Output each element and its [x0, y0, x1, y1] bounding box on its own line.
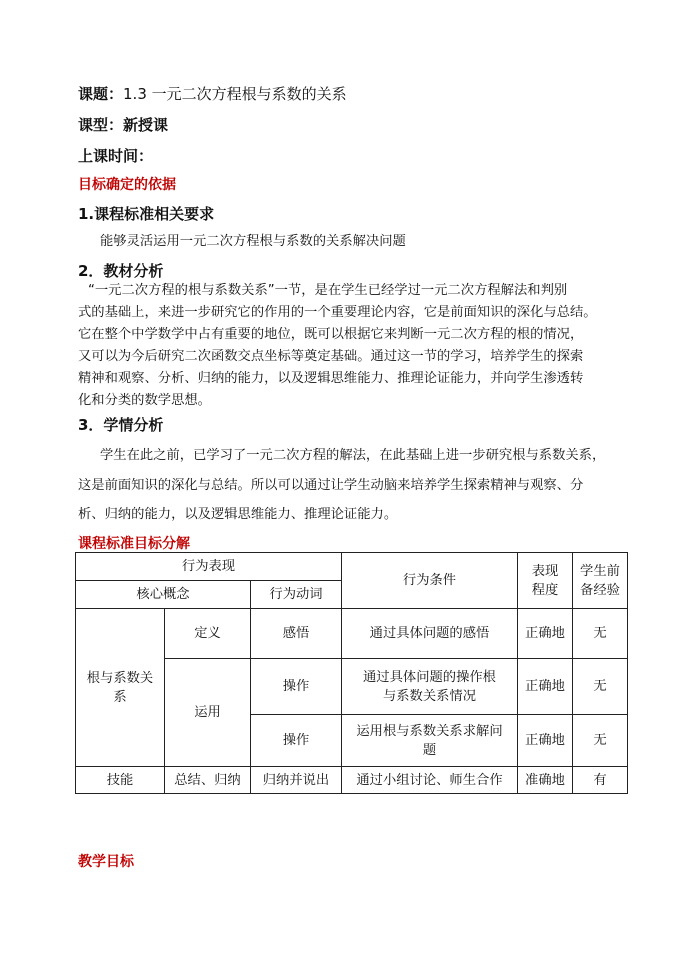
section2-line: 化和分类的数学思想。 [78, 393, 211, 408]
objectives-table [75, 552, 628, 794]
section1-text: 能够灵活运用一元二次方程根与系数的关系解决问题 [100, 234, 406, 249]
cell-apply: 运用 [165, 659, 251, 767]
condition-line2: 题 [422, 742, 437, 758]
cell-skill: 技能 [76, 767, 165, 794]
section3-title: 3．学情分析 [78, 416, 164, 434]
condition-line1: 通过具体问题的操作根 [363, 669, 496, 685]
topic-line [78, 83, 347, 104]
core-relation-line1: 根与系数关 [86, 670, 154, 686]
section3-line: 这是前面知识的深化与总结。所以可以通过让学生动脑来培养学生探索精神与观察、分 [78, 478, 584, 493]
breakdown-heading: 课程标准目标分解 [78, 536, 190, 552]
cell-level: 正确地 [518, 715, 573, 767]
header-verb: 行为动词 [251, 581, 342, 609]
section2-line: “一元二次方程的根与系数关系”一节，是在学生已经学过一元二次方程解法和判别 [88, 283, 568, 298]
cell-verb: 操作 [251, 659, 342, 715]
section3-line: 学生在此之前，已学习了一元二次方程的解法，在此基础上进一步研究根与系数关系， [100, 448, 606, 463]
table-row [76, 609, 628, 659]
header-prior [573, 553, 628, 609]
type-value: 新授课 [123, 116, 169, 134]
section2-line: 精神和观察、分析、归纳的能力，以及逻辑思维能力、推理论证能力，并向学生渗透转 [78, 371, 584, 386]
type-line [78, 114, 168, 135]
cell-verb: 归纳并说出 [251, 767, 342, 794]
header-behavior: 行为表现 [76, 553, 342, 581]
section2-title: 2．教材分析 [78, 262, 164, 280]
header-level [518, 553, 573, 609]
condition-line2: 与系数关系情况 [382, 688, 477, 704]
section1-title: 1.课程标准相关要求 [78, 205, 215, 223]
cell-prior: 无 [573, 715, 628, 767]
cell-prior: 无 [573, 609, 628, 659]
topic-label: 课题： [78, 85, 124, 103]
table-header-row [76, 553, 628, 581]
cell-prior: 无 [573, 659, 628, 715]
header-prior-line1: 学生前 [580, 563, 620, 579]
cell-level: 准确地 [518, 767, 573, 794]
condition-line1: 运用根与系数关系求解问 [356, 723, 503, 739]
goal-basis-heading: 目标确定的依据 [78, 177, 176, 193]
header-condition: 行为条件 [342, 553, 518, 609]
cell-level: 正确地 [518, 609, 573, 659]
section2-line: 式的基础上，来进一步研究它的作用的一个重要理论内容，它是前面知识的深化与总结。 [78, 305, 597, 320]
cell-verb: 感悟 [251, 609, 342, 659]
section2-line: 又可以为今后研究二次函数交点坐标等奠定基础。通过这一节的学习，培养学生的探索 [78, 349, 584, 364]
cell-condition [342, 715, 518, 767]
cell-condition: 通过具体问题的感悟 [342, 609, 518, 659]
cell-prior: 有 [573, 767, 628, 794]
cell-verb: 操作 [251, 715, 342, 767]
cell-summarize: 总结、归纳 [165, 767, 251, 794]
cell-definition: 定义 [165, 609, 251, 659]
table-row [76, 767, 628, 794]
cell-core-relation [76, 609, 165, 767]
time-label: 上课时间： [78, 147, 154, 165]
header-level-line2: 程度 [531, 582, 559, 598]
type-label: 课型： [78, 116, 124, 134]
teaching-goals-heading: 教学目标 [78, 854, 134, 870]
cell-condition: 通过小组讨论、师生合作 [342, 767, 518, 794]
header-prior-line2: 备经验 [580, 582, 620, 598]
cell-level: 正确地 [518, 659, 573, 715]
header-core-concept: 核心概念 [76, 581, 251, 609]
header-level-line1: 表现 [531, 563, 559, 579]
core-relation-line2: 系 [113, 689, 127, 705]
section2-line: 它在整个中学数学中占有重要的地位，既可以根据它来判断一元二次方程的根的情况， [78, 327, 584, 342]
cell-condition [342, 659, 518, 715]
section3-line: 析、归纳的能力，以及逻辑思维能力、推理论证能力。 [78, 507, 398, 522]
topic-value: 1.3 一元二次方程根与系数的关系 [123, 85, 347, 103]
